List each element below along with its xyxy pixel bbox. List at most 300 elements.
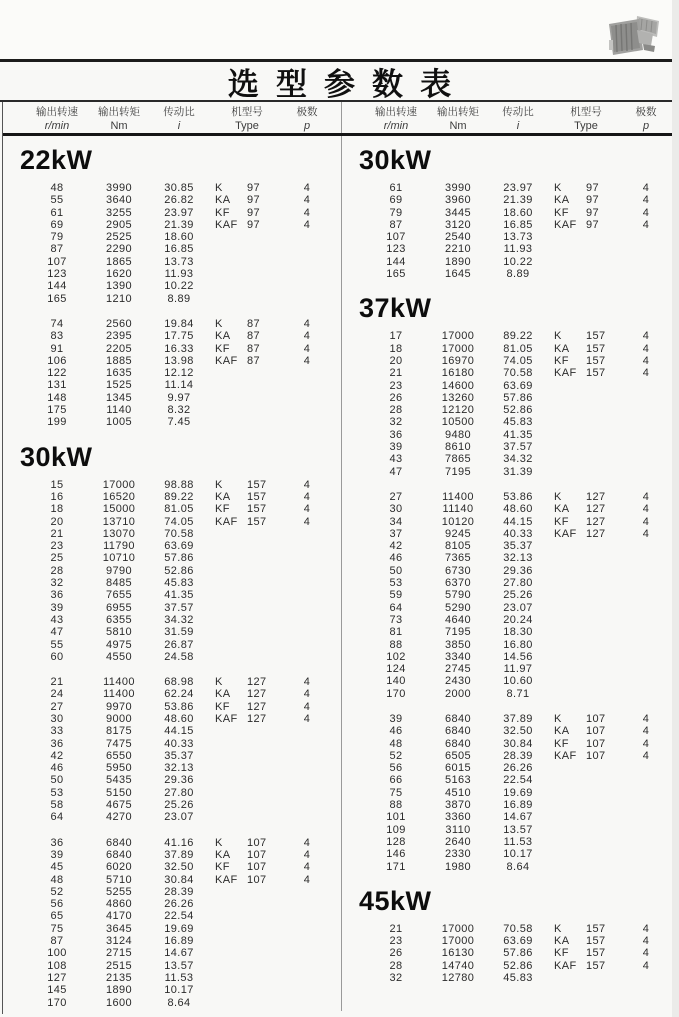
table-row <box>342 947 679 959</box>
ratio-cell: 16.85 <box>503 218 533 231</box>
torque-cell: 11400 <box>103 688 135 701</box>
ratio-cell: 68.98 <box>164 676 194 689</box>
type-cell <box>207 268 287 280</box>
type-cell <box>207 639 287 651</box>
ratio-cell: 14.56 <box>503 650 533 663</box>
speed-cell: 46 <box>50 762 64 775</box>
ratio-cell: 25.26 <box>503 589 533 602</box>
ratio-cell: 48.60 <box>164 712 194 725</box>
speed-cell: 20 <box>50 515 64 528</box>
speed-cell: 148 <box>47 391 67 404</box>
table-header-right <box>341 102 679 133</box>
ratio-cell: 10.22 <box>164 280 194 293</box>
type-cell <box>207 701 287 713</box>
table-row <box>342 750 679 762</box>
speed-cell: 61 <box>389 182 403 194</box>
table-row <box>342 935 679 947</box>
header-ratio: 传动比 i <box>163 106 195 132</box>
type-cell <box>546 799 626 811</box>
type-cell <box>546 256 626 268</box>
ratio-cell: 34.32 <box>503 453 533 466</box>
ratio-cell: 81.05 <box>164 503 194 516</box>
poles-cell <box>287 565 327 577</box>
poles-cell <box>287 774 327 786</box>
poles-cell: 4 <box>303 194 311 207</box>
type-size: 127 <box>586 515 606 528</box>
speed-cell: 39 <box>50 601 64 614</box>
table-row <box>3 355 341 367</box>
speed-cell: 55 <box>50 638 64 651</box>
table-row <box>3 491 341 503</box>
poles-cell: 4 <box>303 330 311 343</box>
poles-cell <box>626 799 666 811</box>
type-cell <box>207 540 287 552</box>
table-row <box>3 849 341 861</box>
table-row <box>342 923 679 935</box>
poles-cell: 4 <box>303 342 311 355</box>
torque-cell: 2290 <box>105 243 133 256</box>
poles-cell <box>287 984 327 996</box>
poles-cell: 4 <box>642 947 650 960</box>
speed-cell: 106 <box>47 354 67 367</box>
type-size: 127 <box>247 700 267 713</box>
table-row <box>3 577 341 589</box>
table-row <box>342 503 679 515</box>
table-row <box>3 923 341 935</box>
type-size: 127 <box>247 688 267 701</box>
type-prefix: K <box>554 330 562 343</box>
torque-cell: 1890 <box>105 984 133 997</box>
torque-cell: 2330 <box>444 848 472 861</box>
table-row <box>3 416 341 428</box>
table-row <box>342 972 679 984</box>
poles-cell <box>626 268 666 280</box>
type-size: 157 <box>586 922 606 935</box>
torque-cell: 11400 <box>442 490 474 503</box>
poles-cell: 4 <box>303 861 311 874</box>
type-cell <box>546 614 626 626</box>
poles-cell <box>287 392 327 404</box>
ratio-cell: 11.53 <box>503 835 533 848</box>
ratio-cell: 29.36 <box>503 564 533 577</box>
table-row <box>342 343 679 355</box>
type-cell <box>207 589 287 601</box>
type-cell <box>207 565 287 577</box>
torque-cell: 1865 <box>105 255 133 268</box>
ratio-cell: 41.16 <box>164 836 194 849</box>
torque-cell: 5435 <box>105 774 133 787</box>
header-type: 机型号 Type <box>231 106 263 132</box>
speed-cell: 124 <box>386 663 406 676</box>
speed-cell: 56 <box>389 762 403 775</box>
speed-cell: 88 <box>389 638 403 651</box>
ratio-cell: 37.89 <box>164 848 194 861</box>
table-row <box>342 836 679 848</box>
type-size: 107 <box>247 848 267 861</box>
type-cell <box>207 935 287 947</box>
speed-cell: 128 <box>386 835 406 848</box>
table-row <box>342 207 679 219</box>
type-cell <box>207 676 287 688</box>
table-row <box>3 799 341 811</box>
table-row <box>3 404 341 416</box>
torque-cell: 7195 <box>444 465 472 478</box>
poles-cell: 4 <box>303 676 311 689</box>
table-row <box>3 837 341 849</box>
ratio-cell: 13.73 <box>503 231 533 244</box>
table-row <box>342 663 679 675</box>
torque-cell: 1600 <box>105 996 133 1009</box>
speed-cell: 18 <box>50 503 64 516</box>
ratio-cell: 52.86 <box>503 959 533 972</box>
type-size: 127 <box>586 490 606 503</box>
torque-cell: 3640 <box>105 194 133 207</box>
poles-cell: 4 <box>303 688 311 701</box>
poles-cell: 4 <box>642 749 650 762</box>
type-cell <box>546 491 626 503</box>
speed-cell: 109 <box>386 823 406 836</box>
ratio-group <box>342 182 679 280</box>
speed-cell: 56 <box>50 898 64 911</box>
ratio-cell: 57.86 <box>503 391 533 404</box>
type-cell <box>207 837 287 849</box>
torque-cell: 7365 <box>444 552 472 565</box>
table-row <box>3 565 341 577</box>
speed-cell: 47 <box>50 626 64 639</box>
torque-cell: 1005 <box>105 416 133 429</box>
type-cell <box>207 874 287 886</box>
speed-cell: 30 <box>50 712 64 725</box>
type-cell <box>546 750 626 762</box>
type-cell <box>207 626 287 638</box>
torque-cell: 3360 <box>444 811 472 824</box>
poles-cell <box>626 787 666 799</box>
torque-cell: 6840 <box>105 848 133 861</box>
table-row <box>342 787 679 799</box>
ratio-cell: 63.69 <box>503 935 533 948</box>
type-cell <box>207 774 287 786</box>
poles-cell: 4 <box>303 503 311 516</box>
type-cell <box>207 194 287 206</box>
type-cell <box>546 972 626 984</box>
torque-cell: 3870 <box>444 799 472 812</box>
ratio-cell: 10.17 <box>164 984 194 997</box>
poles-cell <box>287 997 327 1009</box>
type-prefix: K <box>215 676 223 689</box>
poles-cell <box>626 392 666 404</box>
torque-cell: 9970 <box>105 700 133 713</box>
poles-cell <box>626 762 666 774</box>
poles-cell <box>626 589 666 601</box>
speed-cell: 39 <box>50 848 64 861</box>
ratio-cell: 53.86 <box>164 700 194 713</box>
ratio-cell: 28.39 <box>503 749 533 762</box>
type-cell <box>546 848 626 860</box>
ratio-cell: 10.60 <box>503 675 533 688</box>
torque-cell: 1525 <box>105 379 133 392</box>
table-row <box>3 343 341 355</box>
type-cell <box>546 602 626 614</box>
type-cell <box>546 589 626 601</box>
table-row <box>3 701 341 713</box>
torque-cell: 8485 <box>105 577 133 590</box>
type-cell <box>546 960 626 972</box>
torque-cell: 15000 <box>102 503 136 516</box>
type-cell <box>207 552 287 564</box>
torque-cell: 1140 <box>106 404 132 417</box>
poles-cell: 4 <box>303 218 311 231</box>
table-row <box>3 725 341 737</box>
poles-cell <box>626 453 666 465</box>
torque-cell: 6840 <box>444 737 472 750</box>
torque-cell: 2745 <box>444 663 472 676</box>
table-row <box>342 639 679 651</box>
table-row <box>342 738 679 750</box>
poles-cell: 4 <box>642 367 650 380</box>
speed-cell: 34 <box>389 515 403 528</box>
speed-cell: 27 <box>389 490 403 503</box>
poles-cell <box>287 552 327 564</box>
type-size: 87 <box>247 317 261 330</box>
type-prefix: K <box>554 922 562 935</box>
type-cell <box>207 343 287 355</box>
type-size: 97 <box>586 218 600 231</box>
type-cell <box>546 639 626 651</box>
type-prefix: KAF <box>554 218 577 231</box>
type-cell <box>207 960 287 972</box>
table-row <box>342 614 679 626</box>
torque-cell: 16970 <box>441 354 475 367</box>
type-size: 97 <box>247 218 261 231</box>
power-rating-title: 37kW <box>359 293 432 324</box>
scan-edge-shade <box>672 0 679 1017</box>
speed-cell: 123 <box>47 268 67 281</box>
torque-cell: 12120 <box>441 404 475 417</box>
ratio-cell: 26.87 <box>164 638 194 651</box>
poles-cell <box>626 231 666 243</box>
poles-cell <box>287 416 327 428</box>
poles-cell <box>287 540 327 552</box>
speed-cell: 58 <box>50 799 64 812</box>
type-cell <box>546 738 626 750</box>
type-size: 157 <box>586 342 606 355</box>
ratio-cell: 30.85 <box>164 182 194 194</box>
poles-cell <box>626 380 666 392</box>
poles-cell: 4 <box>642 959 650 972</box>
poles-cell <box>287 589 327 601</box>
speed-cell: 21 <box>389 922 403 935</box>
speed-cell: 15 <box>50 478 64 491</box>
ratio-cell: 23.97 <box>503 182 533 194</box>
type-cell <box>207 947 287 959</box>
ratio-cell: 12.12 <box>164 367 194 380</box>
speed-cell: 131 <box>47 379 67 392</box>
table-body <box>3 136 679 1011</box>
speed-cell: 32 <box>50 577 64 590</box>
ratio-cell: 18.60 <box>503 206 533 219</box>
poles-cell: 4 <box>642 527 650 540</box>
header-type: 机型号 Type <box>570 106 602 132</box>
poles-cell: 4 <box>642 490 650 503</box>
ratio-cell: 63.69 <box>164 540 194 553</box>
torque-cell: 3645 <box>105 922 133 935</box>
table-row <box>3 984 341 996</box>
power-section <box>342 886 679 984</box>
type-cell <box>546 219 626 231</box>
type-cell <box>207 614 287 626</box>
poles-cell: 4 <box>303 182 311 194</box>
torque-cell: 7655 <box>105 589 133 602</box>
type-cell <box>207 367 287 379</box>
torque-cell: 1635 <box>105 367 133 380</box>
title-band <box>0 62 679 102</box>
type-cell <box>207 577 287 589</box>
ratio-cell: 35.37 <box>503 540 533 553</box>
table-row <box>3 738 341 750</box>
poles-cell <box>287 256 327 268</box>
ratio-cell: 45.83 <box>503 972 533 985</box>
ratio-cell: 11.93 <box>164 268 194 281</box>
type-cell <box>546 935 626 947</box>
type-cell <box>207 503 287 515</box>
poles-cell <box>626 972 666 984</box>
torque-cell: 3445 <box>444 206 472 219</box>
table-row <box>3 651 341 663</box>
poles-cell: 4 <box>642 935 650 948</box>
poles-cell <box>287 528 327 540</box>
table-row <box>342 811 679 823</box>
type-cell <box>207 491 287 503</box>
ratio-cell: 7.45 <box>167 416 191 429</box>
ratio-group <box>3 676 341 824</box>
speed-cell: 32 <box>389 416 403 429</box>
type-cell <box>207 318 287 330</box>
ratio-cell: 57.86 <box>164 552 194 565</box>
torque-cell: 3990 <box>444 182 472 194</box>
power-section <box>3 442 341 1009</box>
type-cell <box>546 343 626 355</box>
torque-cell: 3340 <box>444 650 472 663</box>
poles-cell <box>287 787 327 799</box>
torque-cell: 2560 <box>105 317 133 330</box>
table-row <box>342 552 679 564</box>
speed-cell: 55 <box>50 194 64 207</box>
table-row <box>342 453 679 465</box>
torque-cell: 3110 <box>445 823 471 836</box>
type-size: 127 <box>586 527 606 540</box>
speed-cell: 170 <box>386 687 406 700</box>
table-row <box>342 577 679 589</box>
poles-cell <box>626 811 666 823</box>
table-row <box>342 626 679 638</box>
type-size: 107 <box>586 725 606 738</box>
torque-cell: 1390 <box>105 280 133 293</box>
ratio-cell: 16.85 <box>164 243 194 256</box>
type-cell <box>207 811 287 823</box>
torque-cell: 9480 <box>444 428 472 441</box>
type-prefix: KA <box>554 194 570 207</box>
ratio-cell: 74.05 <box>164 515 194 528</box>
speed-cell: 83 <box>50 330 64 343</box>
type-prefix: KAF <box>554 749 577 762</box>
ratio-group <box>342 713 679 873</box>
type-size: 157 <box>247 478 267 491</box>
ratio-cell: 44.15 <box>503 515 533 528</box>
table-row <box>342 380 679 392</box>
poles-cell <box>287 577 327 589</box>
speed-cell: 53 <box>389 577 403 590</box>
torque-cell: 5950 <box>105 762 133 775</box>
ratio-group <box>3 182 341 305</box>
type-cell <box>546 565 626 577</box>
type-size: 107 <box>586 749 606 762</box>
table-row <box>342 651 679 663</box>
speed-cell: 27 <box>50 700 64 713</box>
table-row <box>3 614 341 626</box>
type-cell <box>546 626 626 638</box>
speed-cell: 79 <box>50 231 64 244</box>
ratio-cell: 45.83 <box>503 416 533 429</box>
type-cell <box>546 380 626 392</box>
table-row <box>342 231 679 243</box>
type-cell <box>207 799 287 811</box>
torque-cell: 4640 <box>444 613 472 626</box>
table-row <box>3 280 341 292</box>
poles-cell: 4 <box>303 317 311 330</box>
poles-cell <box>287 268 327 280</box>
speed-cell: 28 <box>389 404 403 417</box>
type-cell <box>207 898 287 910</box>
poles-cell <box>626 663 666 675</box>
torque-cell: 16180 <box>441 367 475 380</box>
header-output-torque: 输出转矩 Nm <box>98 106 140 132</box>
poles-cell <box>287 898 327 910</box>
table-row <box>3 787 341 799</box>
poles-cell: 4 <box>303 848 311 861</box>
table-row <box>3 602 341 614</box>
ratio-group <box>342 923 679 984</box>
ratio-cell: 21.39 <box>503 194 533 207</box>
type-size: 107 <box>586 712 606 725</box>
poles-cell <box>287 651 327 663</box>
type-size: 127 <box>247 676 267 689</box>
torque-cell: 7475 <box>105 737 133 750</box>
torque-cell: 3990 <box>105 182 133 194</box>
type-prefix: KA <box>554 342 570 355</box>
ratio-cell: 14.67 <box>503 811 533 824</box>
torque-cell: 6955 <box>105 601 133 614</box>
table-row <box>3 207 341 219</box>
speed-cell: 45 <box>50 861 64 874</box>
poles-cell: 4 <box>642 182 650 194</box>
table-row <box>342 219 679 231</box>
ratio-cell: 23.97 <box>164 206 194 219</box>
ratio-cell: 16.89 <box>503 799 533 812</box>
poles-cell <box>626 441 666 453</box>
poles-cell <box>287 725 327 737</box>
speed-cell: 64 <box>50 811 64 824</box>
type-prefix: KF <box>554 947 569 960</box>
torque-cell: 6840 <box>444 725 472 738</box>
torque-cell: 17000 <box>441 342 475 355</box>
ratio-group <box>3 318 341 429</box>
speed-cell: 21 <box>50 527 64 540</box>
poles-cell <box>626 602 666 614</box>
type-prefix: K <box>215 478 223 491</box>
ratio-cell: 9.97 <box>167 391 191 404</box>
speed-cell: 52 <box>50 885 64 898</box>
ratio-cell: 70.58 <box>164 527 194 540</box>
